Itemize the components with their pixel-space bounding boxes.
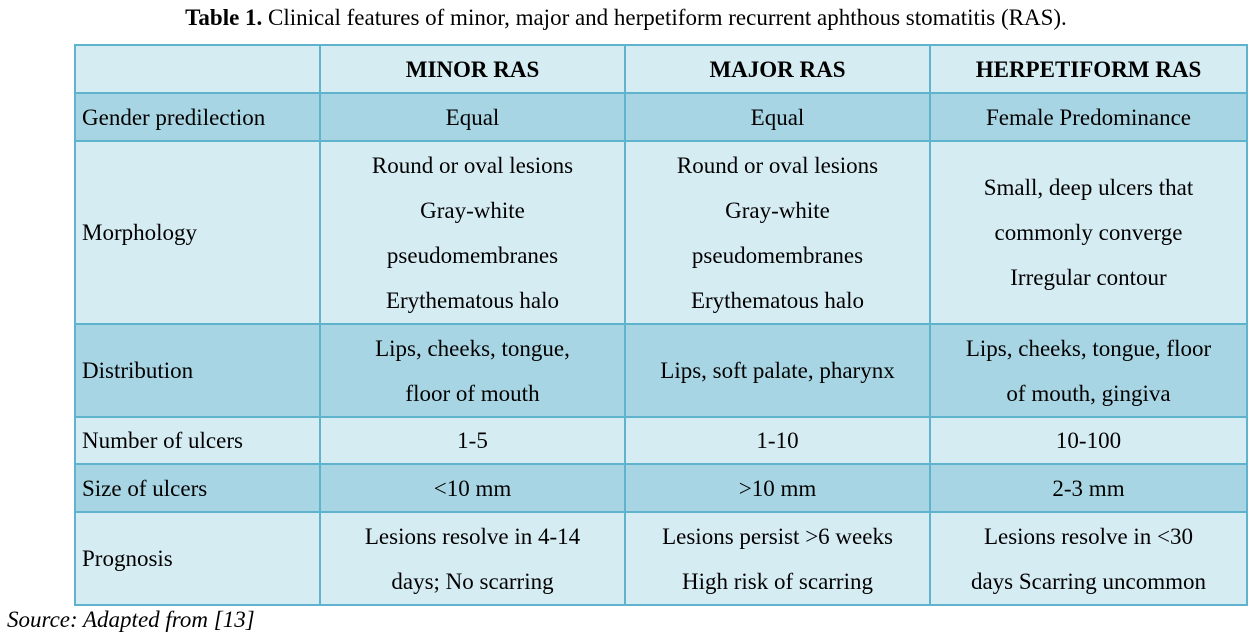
table-row (75, 141, 1247, 324)
row-label: Number of ulcers (75, 417, 320, 464)
cell-line: Erythematous halo (690, 287, 865, 313)
cell-line: Equal (445, 104, 500, 130)
cell-line: Small, deep ulcers that (983, 175, 1194, 200)
header-cell-minor: MINOR RAS (320, 45, 625, 93)
table-row (75, 93, 1247, 141)
header-cell-empty (75, 45, 320, 93)
header-cell-major: MAJOR RAS (625, 45, 930, 93)
cell-line: pseudomembranes (691, 242, 864, 268)
cell-line: 10-100 (1055, 428, 1122, 453)
cell-line: Lesions persist >6 weeks (662, 523, 893, 549)
row-label: Gender predilection (75, 93, 320, 141)
table-cell (930, 417, 1247, 464)
table-cell (320, 512, 625, 605)
cell-line: Round or oval lesions (371, 152, 574, 178)
cell-line: Round or oval lesions (676, 152, 879, 178)
cell-line: Irregular contour (1010, 265, 1167, 290)
cell-line: Equal (750, 104, 805, 130)
cell-line: Lesions resolve in <30 (983, 523, 1194, 549)
table-cell (930, 93, 1247, 141)
cell-line: Lips, cheeks, tongue, floor (965, 335, 1212, 361)
row-label: Prognosis (75, 512, 320, 605)
cell-line: Gray-white (725, 197, 830, 223)
cell-line: Female Predominance (985, 104, 1191, 130)
table-cell (930, 512, 1247, 605)
row-label: Size of ulcers (75, 464, 320, 512)
cell-line: Lips, cheeks, tongue, (375, 335, 570, 361)
table-cell (320, 464, 625, 512)
table-cell (625, 141, 930, 324)
cell-line: commonly converge (994, 220, 1183, 245)
ras-features-table (74, 44, 1248, 606)
header-cell-herpetiform: HERPETIFORM RAS (930, 45, 1247, 93)
table-caption (0, 4, 1252, 32)
table-header-row (75, 45, 1247, 93)
table-cell (930, 464, 1247, 512)
cell-line: <10 mm (433, 475, 512, 501)
table-row (75, 324, 1247, 417)
table-body (75, 93, 1247, 605)
cell-line: Lips, soft palate, pharynx (660, 358, 895, 383)
table-cell (930, 141, 1247, 324)
cell-line: High risk of scarring (682, 568, 873, 594)
cell-line: 2-3 mm (1052, 475, 1125, 501)
cell-line: Erythematous halo (385, 287, 560, 313)
cell-line: Gray-white (420, 197, 525, 223)
table-caption-text: Clinical features of minor, major and herpetiform recurrent aphthous stomatitis (RAS). (268, 5, 1067, 30)
table-cell (320, 93, 625, 141)
table-row (75, 417, 1247, 464)
table-cell (320, 417, 625, 464)
table-cell (320, 141, 625, 324)
table-cell (625, 93, 930, 141)
row-label: Distribution (75, 324, 320, 417)
table-row (75, 464, 1247, 512)
cell-line: days; No scarring (391, 568, 554, 594)
table-cell (320, 324, 625, 417)
table-caption-label: Table 1. (185, 5, 263, 30)
table-row (75, 512, 1247, 605)
table-cell (625, 417, 930, 464)
cell-line: of mouth, gingiva (1006, 380, 1171, 406)
table-cell (625, 324, 930, 417)
row-label: Morphology (75, 141, 320, 324)
table-cell (625, 464, 930, 512)
table-cell (625, 512, 930, 605)
cell-line: floor of mouth (405, 380, 540, 406)
cell-line: 1-10 (756, 428, 799, 453)
cell-line: 1-5 (457, 428, 488, 453)
cell-line: days Scarring uncommon (970, 568, 1207, 594)
table-cell (930, 324, 1247, 417)
cell-line: pseudomembranes (386, 242, 559, 268)
cell-line: Lesions resolve in 4-14 (364, 523, 581, 549)
source-note: Source: Adapted from [13] (7, 607, 255, 632)
cell-line: >10 mm (738, 475, 817, 501)
